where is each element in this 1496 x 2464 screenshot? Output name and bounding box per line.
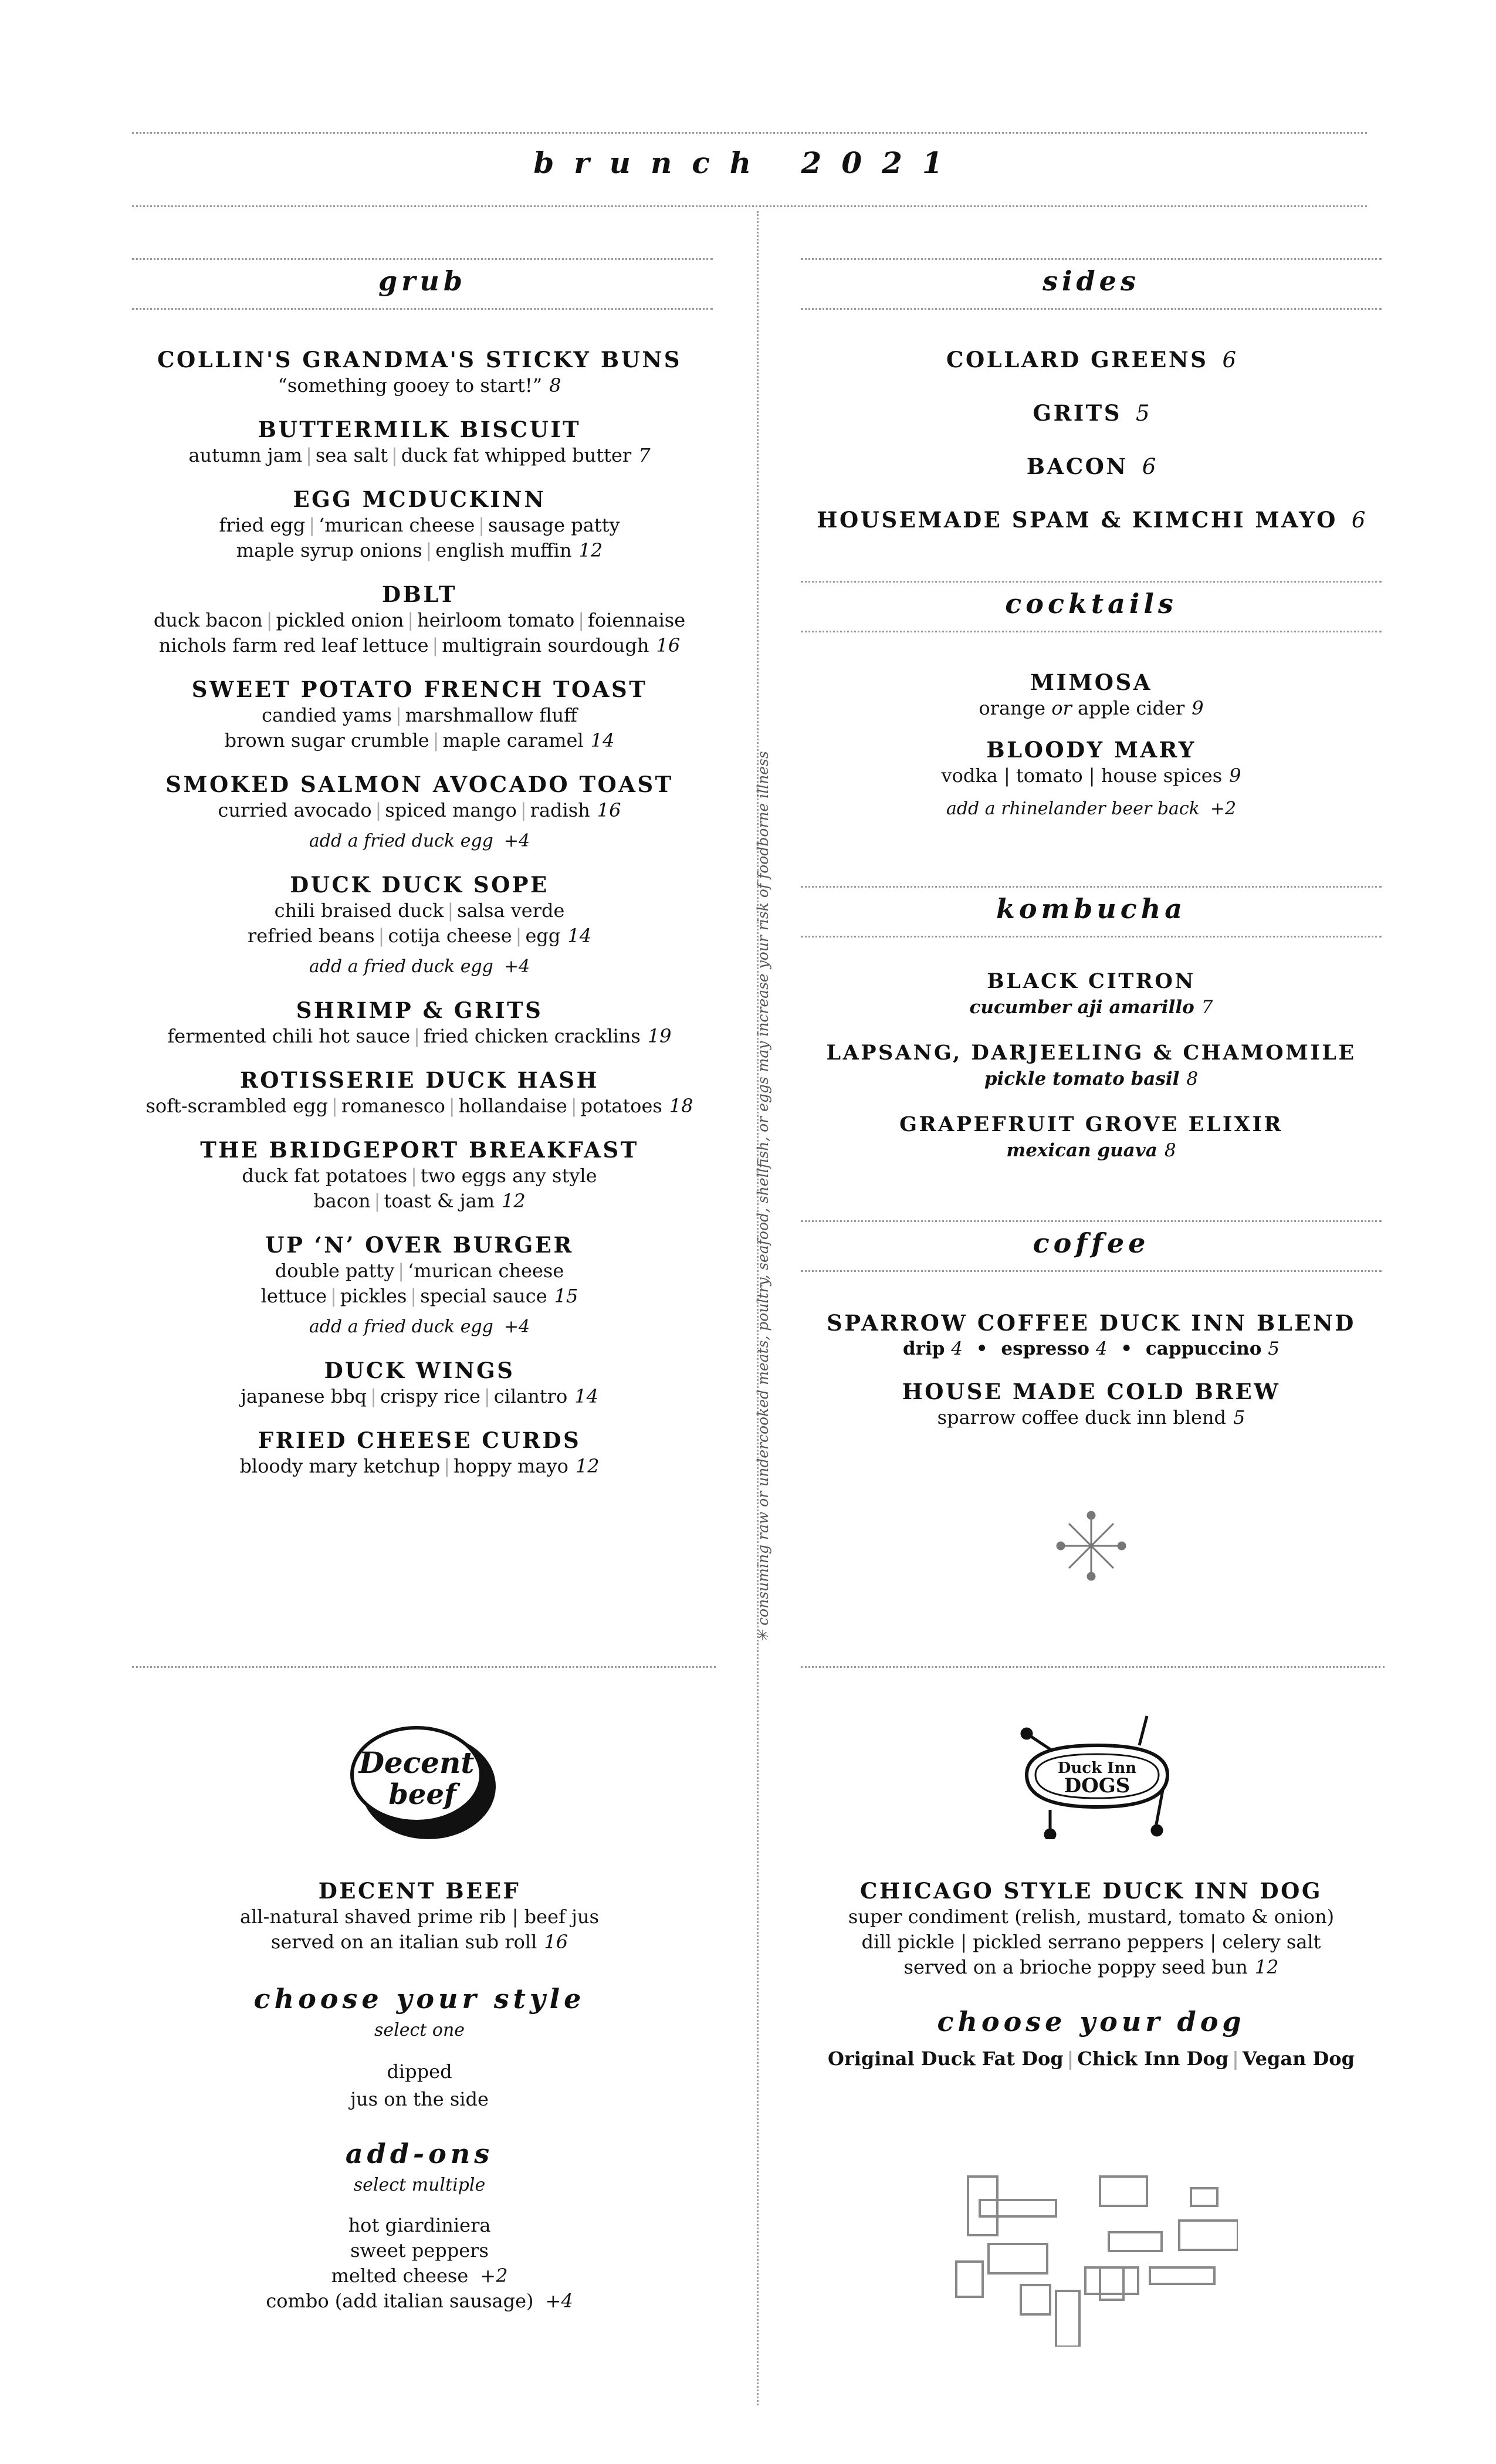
item-name: BACON 6 — [1026, 453, 1156, 479]
item-addon: add a fried duck egg +4 — [309, 1316, 530, 1337]
list-item — [132, 1357, 707, 1409]
dog-option: Vegan Dog — [1242, 2047, 1355, 2070]
list-item — [132, 416, 707, 468]
item-desc: japanese bbq | crispy rice | cilantro 14 — [241, 1385, 598, 1407]
item-addon: add a fried duck egg +4 — [309, 956, 530, 977]
addon-option: hot giardiniera — [348, 2214, 491, 2236]
item-name: EGG MCDUCKINN — [293, 486, 546, 512]
list-item — [801, 1378, 1382, 1430]
item-name: FRIED CHEESE CURDS — [258, 1427, 581, 1453]
kombucha-rule-bottom — [801, 936, 1382, 937]
item-price: 14 — [567, 925, 592, 947]
block-map-icon — [945, 2171, 1238, 2347]
item-desc: bloody mary ketchup | hoppy mayo 12 — [239, 1455, 600, 1477]
list-item — [132, 1427, 707, 1479]
item-desc: fried egg | ‘murican cheese | sausage patty — [219, 514, 620, 536]
item-name: BLOODY MARY — [986, 737, 1196, 763]
item-desc: drip 4 • espresso 4 • cappuccino 5 — [902, 1338, 1280, 1359]
item-desc: bacon | toast & jam 12 — [313, 1190, 526, 1212]
section-title-grub: grub — [378, 265, 466, 297]
item-price: 7 — [1201, 997, 1213, 1018]
item-desc: served on a brioche poppy seed bun 12 — [903, 1956, 1279, 1978]
style-option: jus on the side — [350, 2088, 489, 2110]
item-desc: brown sugar crumble | maple caramel 14 — [224, 729, 615, 752]
addons-note: select multiple — [353, 2175, 486, 2195]
list-item — [801, 453, 1382, 480]
item-desc: duck bacon | pickled onion | heirloom tomato | foiennaise — [153, 609, 686, 631]
item-desc: lettuce | pickles | special sauce 15 — [260, 1285, 578, 1307]
addons-list — [132, 2213, 707, 2314]
list-item — [801, 736, 1382, 821]
item-price: 19 — [647, 1025, 672, 1047]
item-desc: sparrow coffee duck inn blend 5 — [937, 1406, 1245, 1429]
item-name: GRITS 5 — [1033, 400, 1150, 426]
item-desc: candied yams | marshmallow fluff — [262, 704, 577, 726]
item-desc: pickle tomato basil 8 — [984, 1068, 1199, 1089]
item-desc: “something gooey to start!” 8 — [277, 374, 561, 397]
item-name: HOUSEMADE SPAM & KIMCHI MAYO 6 — [817, 507, 1366, 533]
disclaimer-text: ✳ consuming raw or undercooked meats, poultry, seafood, shellfish, or eggs may increase your risk of foodborne illness — [754, 751, 771, 1643]
item-price: 9 — [1229, 764, 1241, 787]
dog-option: Original Duck Fat Dog — [828, 2047, 1064, 2070]
decent-beef-block — [132, 1877, 707, 2314]
choose-style-note: select one — [374, 2020, 465, 2040]
list-item — [801, 1309, 1382, 1362]
dog-options: Original Duck Fat Dog | Chick Inn Dog | Vegan Dog — [828, 2047, 1355, 2070]
item-name: DUCK DUCK SOPE — [290, 872, 549, 898]
item-name: SHRIMP & GRITS — [296, 997, 543, 1023]
grub-rule-bottom — [132, 308, 713, 310]
section-title-coffee: coffee — [1033, 1227, 1150, 1259]
coffee-rule-top — [801, 1220, 1382, 1222]
item-desc: super condiment (relish, mustard, tomato & onion) — [848, 1905, 1335, 1928]
section-title-sides: sides — [1043, 265, 1140, 297]
item-name: UP ‘N’ OVER BURGER — [265, 1232, 574, 1258]
list-item — [132, 486, 707, 563]
item-price: 12 — [578, 539, 603, 561]
item-price: 16 — [597, 799, 621, 821]
grub-rule-top — [132, 258, 713, 260]
svg-text:beef: beef — [388, 1778, 456, 1811]
svg-text:DOGS: DOGS — [1064, 1774, 1131, 1798]
kombucha-list — [801, 968, 1382, 1183]
addon-option: melted cheese +2 — [331, 2265, 508, 2287]
dog-option: Chick Inn Dog — [1077, 2047, 1229, 2070]
list-item — [132, 676, 707, 753]
choose-style-title: choose your style — [253, 1983, 585, 2015]
item-name: BUTTERMILK BISCUIT — [258, 417, 581, 442]
item-name: COLLIN'S GRANDMA'S STICKY BUNS — [157, 347, 682, 373]
list-item — [801, 1040, 1382, 1091]
item-name: MIMOSA — [1030, 669, 1152, 695]
atomic-star-icon — [1056, 1511, 1126, 1581]
cocktails-rule-bottom — [801, 631, 1382, 632]
item-desc: vodka | tomato | house spices 9 — [941, 764, 1241, 787]
list-item — [132, 581, 707, 658]
decent-beef-logo — [346, 1719, 499, 1848]
item-desc: chili braised duck | salsa verde — [274, 899, 565, 922]
section-title-cocktails: cocktails — [1005, 588, 1177, 620]
title-rule — [132, 205, 1367, 207]
list-item — [801, 400, 1382, 427]
list-item — [801, 1111, 1382, 1163]
item-name: SPARROW COFFEE DUCK INN BLEND — [827, 1310, 1356, 1336]
item-price: 9 — [1192, 697, 1204, 719]
sides-list — [801, 346, 1382, 560]
choose-dog-title: choose your dog — [937, 2006, 1245, 2037]
item-price: 8 — [1186, 1068, 1199, 1089]
item-desc: duck fat potatoes | two eggs any style — [242, 1165, 597, 1187]
item-price: 14 — [574, 1385, 598, 1407]
kombucha-rule-top — [801, 886, 1382, 888]
addon-option: combo (add italian sausage) +4 — [266, 2290, 573, 2312]
sides-rule-top — [801, 258, 1382, 260]
list-item — [132, 771, 707, 854]
item-price: 7 — [638, 444, 651, 466]
item-desc: all-natural shaved prime rib | beef jus — [239, 1905, 599, 1928]
item-price: 5 — [1135, 401, 1150, 426]
item-name: SMOKED SALMON AVOCADO TOAST — [165, 771, 673, 797]
list-item — [801, 968, 1382, 1020]
item-desc: served on an italian sub roll 16 — [270, 1931, 568, 1953]
sides-rule-bottom — [801, 308, 1382, 310]
coffee-rule-bottom — [801, 1270, 1382, 1272]
item-addon: add a fried duck egg +4 — [309, 831, 530, 851]
addons-title: add-ons — [345, 2138, 494, 2169]
list-item — [132, 346, 707, 398]
item-desc: fermented chili hot sauce | fried chicken cracklins 19 — [167, 1025, 672, 1047]
item-name: DUCK WINGS — [324, 1358, 515, 1383]
coffee-list — [801, 1309, 1382, 1430]
item-name: BLACK CITRON — [987, 969, 1196, 993]
item-name: SWEET POTATO FRENCH TOAST — [191, 676, 648, 702]
cocktails-list — [801, 669, 1382, 821]
style-option: dipped — [387, 2060, 452, 2083]
item-price: 12 — [575, 1455, 600, 1477]
item-price: 8 — [549, 374, 561, 397]
cocktails-rule-top — [801, 581, 1382, 583]
item-price: 12 — [502, 1190, 526, 1212]
section-title-kombucha: kombucha — [996, 893, 1187, 925]
list-item — [801, 506, 1382, 534]
addon-option: sweet peppers — [350, 2239, 489, 2262]
item-price: 6 — [1222, 347, 1236, 373]
item-price: 6 — [1142, 454, 1156, 479]
svg-text:Decent: Decent — [358, 1745, 475, 1780]
item-desc: nichols farm red leaf lettuce | multigrain sourdough 16 — [158, 634, 681, 656]
item-name: LAPSANG, DARJEELING & CHAMOMILE — [826, 1041, 1356, 1065]
item-addon: add a rhinelander beer back +2 — [946, 798, 1237, 819]
item-price: 14 — [590, 729, 615, 752]
list-item — [132, 1067, 707, 1119]
lower-rule-right — [801, 1666, 1385, 1668]
duck-inn-dogs-block — [801, 1877, 1382, 2072]
item-desc: dill pickle | pickled serrano peppers | celery salt — [861, 1931, 1321, 1953]
item-desc: maple syrup onions | english muffin 12 — [236, 539, 603, 561]
item-name: DBLT — [382, 581, 457, 607]
item-desc: soft-scrambled egg | romanesco | hollandaise | potatoes 18 — [145, 1095, 693, 1117]
lower-rule-left — [132, 1666, 716, 1668]
item-price: 18 — [669, 1095, 693, 1117]
item-desc: cucumber aji amarillo 7 — [969, 997, 1213, 1018]
item-price: 6 — [1351, 507, 1366, 533]
duck-inn-dogs-logo — [1009, 1710, 1185, 1839]
list-item — [132, 1136, 707, 1214]
item-desc: double patty | ‘murican cheese — [275, 1260, 564, 1282]
item-name: THE BRIDGEPORT BREAKFAST — [200, 1137, 639, 1163]
item-name: GRAPEFRUIT GROVE ELIXIR — [899, 1112, 1283, 1136]
item-price: 8 — [1164, 1140, 1176, 1161]
page-title: brunch 2021 — [533, 145, 963, 180]
item-name: COLLARD GREENS 6 — [946, 347, 1236, 373]
item-name: DECENT BEEF — [318, 1878, 521, 1904]
item-name: CHICAGO STYLE DUCK INN DOG — [860, 1878, 1322, 1904]
list-item — [801, 346, 1382, 374]
list-item — [132, 1231, 707, 1339]
item-desc: mexican guava 8 — [1006, 1140, 1176, 1161]
item-name: HOUSE MADE COLD BREW — [902, 1379, 1281, 1404]
list-item — [132, 871, 707, 979]
top-rule — [132, 132, 1367, 134]
list-item — [801, 669, 1382, 721]
svg-text:Duck Inn: Duck Inn — [1057, 1759, 1137, 1777]
item-desc: autumn jam | sea salt | duck fat whipped butter 7 — [188, 444, 651, 466]
grub-list — [132, 346, 707, 1497]
item-name: ROTISSERIE DUCK HASH — [240, 1067, 599, 1093]
list-item — [132, 997, 707, 1049]
item-price: 16 — [656, 634, 681, 656]
item-desc: orange or apple cider 9 — [979, 697, 1204, 719]
item-price: 15 — [554, 1285, 578, 1307]
item-desc: curried avocado | spiced mango | radish 16 — [218, 799, 621, 821]
item-desc: refried beans | cotija cheese | egg 14 — [247, 925, 592, 947]
